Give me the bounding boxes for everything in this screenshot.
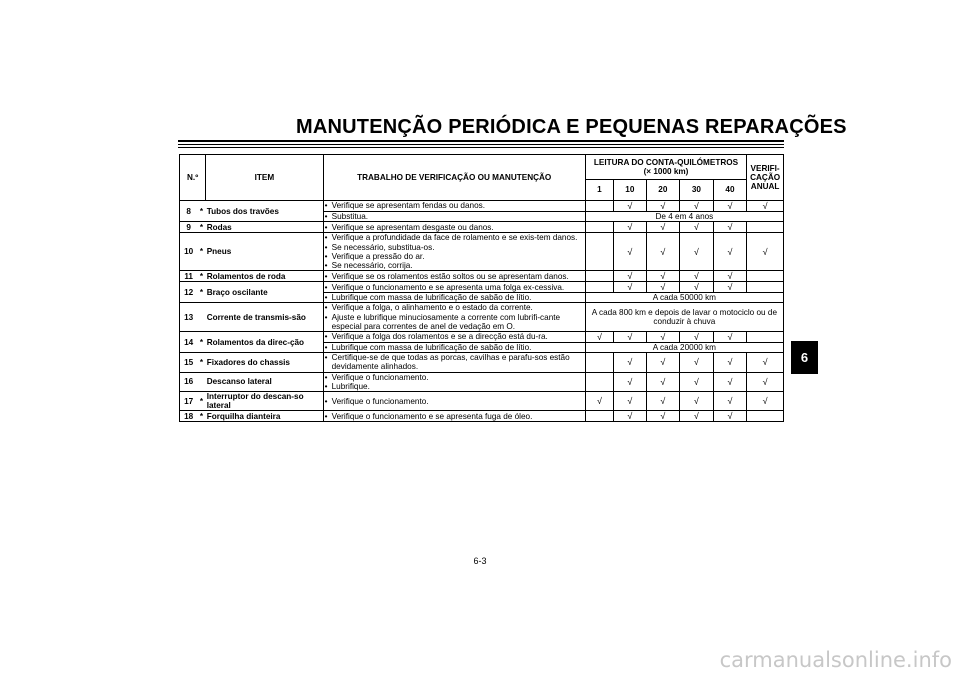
row-number: 8 (180, 201, 198, 222)
table-row (180, 201, 784, 212)
header-km-30: 30 (680, 180, 714, 201)
task-line: • Lubrifique com massa de lubrificação de sabão de lítio. (325, 343, 584, 352)
table-row (180, 372, 784, 391)
interval-text: De 4 em 4 anos (585, 212, 783, 222)
row-star: * (197, 222, 205, 233)
check-cell (585, 222, 613, 233)
check-cell: √ (680, 271, 714, 282)
check-cell: √ (646, 372, 680, 391)
check-cell (747, 222, 784, 233)
check-cell: √ (646, 411, 680, 422)
task-line: • Verifique se os rolamentos estão soltos ou se apresentam danos. (325, 272, 584, 281)
title-rule-thin-2 (178, 147, 784, 148)
task-line: • Verifique se apresentam desgaste ou danos. (325, 223, 584, 232)
task-line: • Verifique a folga, o alinhamento e o estado da corrente. (325, 303, 584, 312)
row-work (323, 353, 585, 372)
interval-text: A cada 50000 km (585, 293, 783, 303)
check-cell: √ (680, 233, 714, 271)
check-cell: √ (585, 332, 613, 343)
table-body (180, 201, 784, 422)
row-work (323, 303, 585, 332)
row-work (323, 212, 585, 222)
row-item: Descanso lateral (206, 372, 323, 391)
check-cell (585, 372, 613, 391)
row-star: * (197, 271, 205, 282)
task-line: • Verifique o funcionamento e se apresenta uma folga ex-cessiva. (325, 283, 584, 292)
row-work (323, 233, 585, 271)
check-cell: √ (680, 372, 714, 391)
task-line: • Verifique a profundidade da face de rolamento e se exis-tem danos. (325, 233, 584, 242)
check-cell (747, 332, 784, 343)
row-number: 11 (180, 271, 198, 282)
header-km-10: 10 (614, 180, 647, 201)
table-row (180, 271, 784, 282)
row-number: 16 (180, 372, 198, 391)
check-cell: √ (646, 233, 680, 271)
task-line: • Lubrifique com massa de lubrificação de sabão de lítio. (325, 293, 584, 302)
row-work (323, 343, 585, 353)
row-item: Rolamentos de roda (206, 271, 323, 282)
row-star (197, 372, 205, 391)
header-annual-label: VERIFI-CAÇÃO ANUAL (750, 163, 781, 192)
table-row (180, 282, 784, 293)
header-km-40: 40 (713, 180, 747, 201)
check-cell: √ (747, 353, 784, 372)
check-cell: √ (713, 332, 747, 343)
task-line: • Verifique se apresentam fendas ou danos. (325, 201, 584, 210)
row-work (323, 332, 585, 343)
task-line: • Verifique o funcionamento e se apresenta fuga de óleo. (325, 412, 584, 421)
check-cell: √ (747, 201, 784, 212)
header-odometer-line1: LEITURA DO CONTA-QUILÓMETROS (593, 157, 739, 167)
check-cell: √ (614, 201, 647, 212)
check-cell: √ (680, 411, 714, 422)
row-star: * (197, 201, 205, 222)
header-odometer (585, 155, 746, 180)
header-item: ITEM (206, 155, 323, 201)
row-item: Rolamentos da direc-ção (206, 332, 323, 353)
row-work (323, 411, 585, 422)
check-cell: √ (614, 392, 647, 411)
check-cell (747, 282, 784, 293)
check-cell: √ (646, 271, 680, 282)
check-cell: √ (680, 282, 714, 293)
task-list (325, 212, 584, 221)
check-cell: √ (713, 233, 747, 271)
row-star: * (197, 233, 205, 271)
header-no: N.º (180, 155, 206, 201)
check-cell: √ (713, 282, 747, 293)
maintenance-table (179, 154, 784, 422)
table-row (180, 222, 784, 233)
task-line: • Se necessário, corrija. (325, 261, 584, 270)
row-number: 15 (180, 353, 198, 372)
task-list (325, 223, 584, 232)
check-cell: √ (713, 372, 747, 391)
check-cell: √ (680, 353, 714, 372)
row-work (323, 372, 585, 391)
row-work (323, 392, 585, 411)
row-item: Corrente de transmis-são (206, 303, 323, 332)
table-row (180, 233, 784, 271)
check-cell: √ (646, 353, 680, 372)
task-line: • Lubrifique. (325, 382, 584, 391)
title-rule-thick (178, 140, 784, 142)
check-cell (585, 271, 613, 282)
row-item: Interruptor do descan-so lateral (206, 392, 323, 411)
check-cell: √ (713, 222, 747, 233)
row-number: 9 (180, 222, 198, 233)
check-cell: √ (680, 332, 714, 343)
title-rule-thin (178, 144, 784, 145)
check-cell (585, 201, 613, 212)
row-work (323, 282, 585, 293)
check-cell (747, 271, 784, 282)
task-list (325, 272, 584, 281)
task-line: • Certifique-se de que todas as porcas, cavilhas e parafu-sos estão devidamente alinhados. (325, 353, 584, 371)
check-cell (585, 353, 613, 372)
row-number: 10 (180, 233, 198, 271)
check-cell: √ (713, 271, 747, 282)
row-star: * (197, 332, 205, 353)
table-row (180, 392, 784, 411)
row-number: 18 (180, 411, 198, 422)
row-work (323, 201, 585, 212)
row-work (323, 271, 585, 282)
interval-text: A cada 800 km e depois de lavar o motociclo ou de conduzir à chuva (585, 303, 783, 332)
task-list (325, 353, 584, 371)
table-row (180, 353, 784, 372)
check-cell: √ (646, 392, 680, 411)
check-cell (585, 233, 613, 271)
check-cell (585, 282, 613, 293)
check-cell: √ (747, 233, 784, 271)
header-odometer-line2: (× 1000 km) (643, 167, 689, 176)
row-item: Rodas (206, 222, 323, 233)
check-cell: √ (680, 392, 714, 411)
row-number: 12 (180, 282, 198, 303)
check-cell: √ (614, 282, 647, 293)
check-cell: √ (747, 372, 784, 391)
task-list (325, 343, 584, 352)
table-header-row (180, 155, 784, 180)
task-list (325, 373, 584, 391)
check-cell: √ (614, 233, 647, 271)
row-item: Fixadores do chassis (206, 353, 323, 372)
check-cell: √ (646, 222, 680, 233)
row-number: 13 (180, 303, 198, 332)
task-line: • Ajuste e lubrifique minuciosamente a corrente com lubrifi-cante especial para correntes de anel de vedação em O. (325, 313, 584, 331)
check-cell: √ (646, 332, 680, 343)
check-cell (585, 411, 613, 422)
check-cell: √ (614, 332, 647, 343)
task-line: • Se necessário, substitua-os. (325, 243, 584, 252)
header-work: TRABALHO DE VERIFICAÇÃO OU MANUTENÇÃO (323, 155, 585, 201)
check-cell: √ (614, 411, 647, 422)
task-list (325, 332, 584, 341)
header-km-20: 20 (646, 180, 680, 201)
task-list (325, 293, 584, 302)
table-row (180, 411, 784, 422)
check-cell: √ (713, 201, 747, 212)
task-line: • Verifique o funcionamento. (325, 397, 584, 406)
check-cell: √ (713, 411, 747, 422)
check-cell: √ (614, 271, 647, 282)
task-list (325, 283, 584, 292)
check-cell: √ (713, 392, 747, 411)
section-tab[interactable]: 6 (791, 341, 818, 374)
row-item: Braço oscilante (206, 282, 323, 303)
page-title: MANUTENÇÃO PERIÓDICA E PEQUENAS REPARAÇÕES (296, 116, 847, 138)
task-list (325, 303, 584, 331)
header-km-1: 1 (585, 180, 613, 201)
check-cell: √ (614, 222, 647, 233)
row-work (323, 293, 585, 303)
check-cell: √ (713, 353, 747, 372)
row-item: Tubos dos travões (206, 201, 323, 222)
task-line: • Verifique a pressão do ar. (325, 252, 584, 261)
check-cell (747, 411, 784, 422)
row-star: * (197, 282, 205, 303)
header-annual (747, 155, 784, 201)
table-row (180, 303, 784, 332)
check-cell: √ (680, 201, 714, 212)
row-number: 14 (180, 332, 198, 353)
task-line: • Verifique o funcionamento. (325, 373, 584, 382)
check-cell: √ (614, 353, 647, 372)
check-cell: √ (747, 392, 784, 411)
check-cell: √ (614, 372, 647, 391)
task-list (325, 397, 584, 406)
row-item: Pneus (206, 233, 323, 271)
row-star: * (197, 392, 205, 411)
task-line: • Verifique a folga dos rolamentos e se a direcção está du-ra. (325, 332, 584, 341)
task-list (325, 412, 584, 421)
check-cell: √ (585, 392, 613, 411)
interval-text: A cada 20000 km (585, 343, 783, 353)
check-cell: √ (680, 222, 714, 233)
row-star: * (197, 353, 205, 372)
row-number: 17 (180, 392, 198, 411)
check-cell: √ (646, 282, 680, 293)
row-star: * (197, 411, 205, 422)
page-number: 6-3 (473, 556, 487, 566)
watermark: carmanualsonline.info (719, 648, 952, 672)
row-item: Forquilha dianteira (206, 411, 323, 422)
task-list (325, 233, 584, 270)
task-line: • Substitua. (325, 212, 584, 221)
table-row (180, 332, 784, 343)
task-list (325, 201, 584, 210)
row-work (323, 222, 585, 233)
check-cell: √ (646, 201, 680, 212)
row-star (197, 303, 205, 332)
